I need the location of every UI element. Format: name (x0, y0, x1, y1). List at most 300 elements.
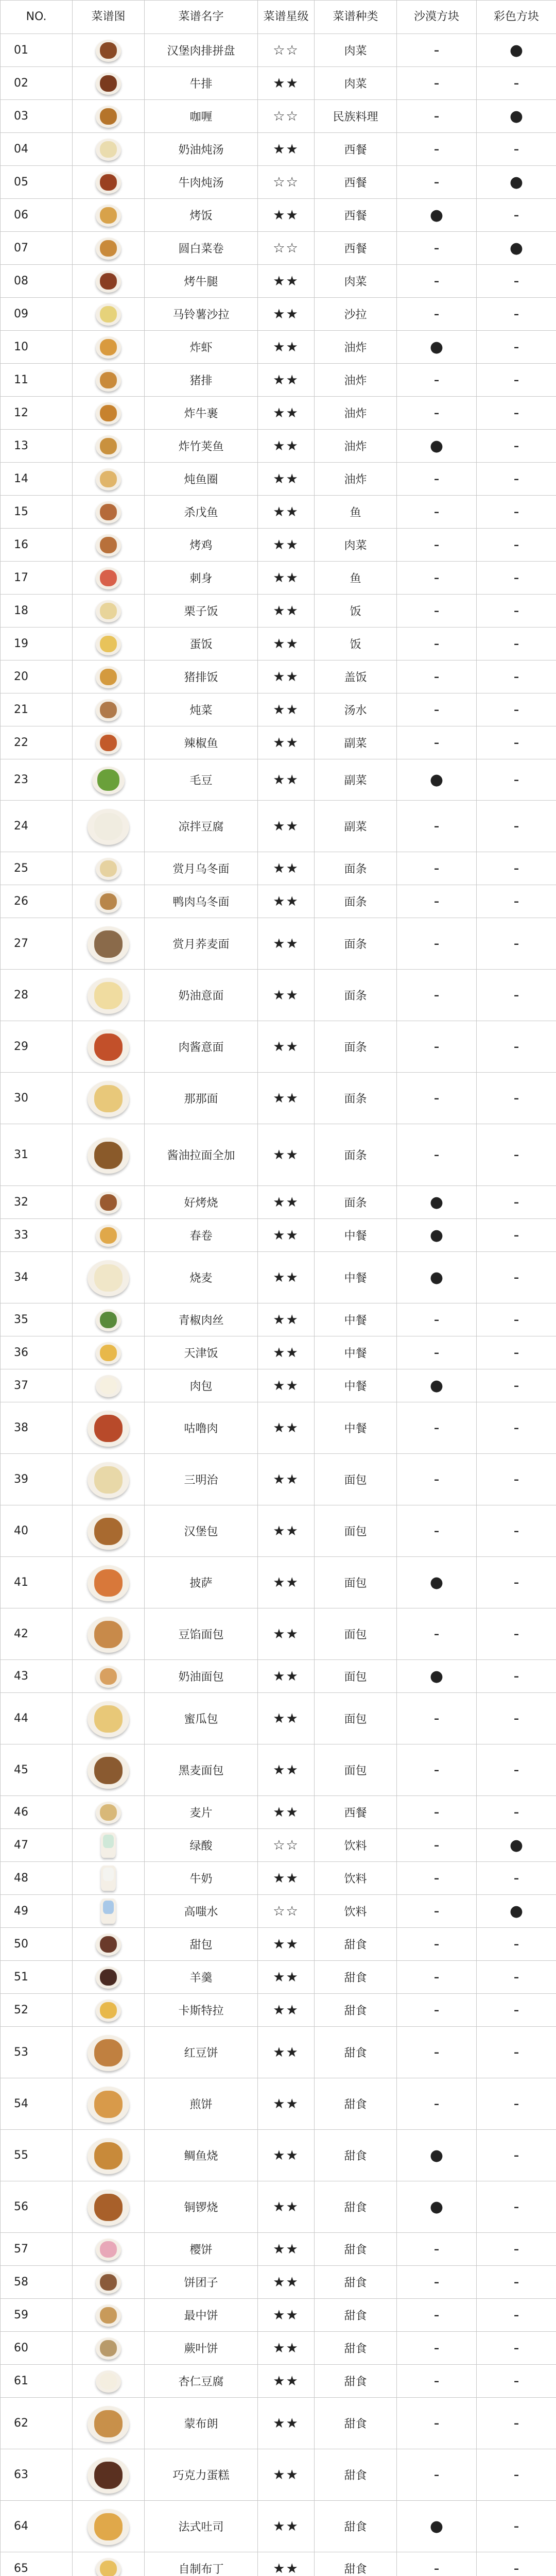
table-row (1, 1928, 556, 1961)
desert-block-mark: - (397, 1796, 477, 1829)
desert-block-mark: - (397, 1402, 477, 1454)
table-row (1, 2078, 556, 2130)
dish-name: 凉拌豆腐 (145, 801, 258, 852)
dish-type: 副菜 (315, 801, 397, 852)
dish-type: 肉菜 (315, 67, 397, 100)
dish-icon (83, 2132, 133, 2179)
desert-block-mark: - (397, 970, 477, 1021)
dish-icon (83, 1559, 133, 1606)
dish-name: 咕噜肉 (145, 1402, 258, 1454)
table-row (1, 1796, 556, 1829)
desert-block-mark: - (397, 1021, 477, 1073)
table-row (1, 2027, 556, 2078)
dish-icon (93, 1221, 124, 1250)
desert-block-mark: - (397, 529, 477, 562)
desert-block-mark: - (397, 1829, 477, 1862)
dish-stars: ★★ (258, 1557, 315, 1608)
table-row (1, 232, 556, 265)
dish-icon (93, 2301, 124, 2330)
color-block-mark: - (477, 2552, 556, 2576)
dish-icon (93, 168, 124, 197)
row-number: 23 (1, 759, 73, 801)
dish-icon (93, 201, 124, 230)
dish-name: 鸭肉乌冬面 (145, 885, 258, 918)
table-row (1, 67, 556, 100)
dish-name: 蒙布朗 (145, 2398, 258, 2449)
color-block-mark: - (477, 1021, 556, 1073)
dish-stars: ☆☆ (258, 34, 315, 67)
dish-type: 面包 (315, 1557, 397, 1608)
dish-icon (93, 1371, 124, 1400)
table-row (1, 595, 556, 628)
desert-block-mark: - (397, 2332, 477, 2365)
dish-image (73, 660, 145, 693)
color-block-mark: - (477, 1336, 556, 1369)
color-block-mark: - (477, 2181, 556, 2233)
table-row (1, 1454, 556, 1505)
dish-stars: ★★ (258, 2501, 315, 2552)
dish-name: 好烤烧 (145, 1186, 258, 1219)
desert-block-mark: ● (397, 1186, 477, 1219)
row-number: 27 (1, 918, 73, 970)
dish-type: 盖饭 (315, 660, 397, 693)
dish-icon (83, 2183, 133, 2231)
dish-name: 奶油面包 (145, 1660, 258, 1693)
header-stars: 菜谱星级 (258, 1, 315, 34)
dish-stars: ★★ (258, 2078, 315, 2130)
table-row (1, 430, 556, 463)
row-number: 21 (1, 693, 73, 726)
row-number: 20 (1, 660, 73, 693)
color-block-mark: - (477, 1402, 556, 1454)
table-row (1, 298, 556, 331)
color-block-mark: - (477, 970, 556, 1021)
dish-image (73, 1994, 145, 2027)
header-color-block: 彩色方块 (477, 1, 556, 34)
dish-stars: ★★ (258, 918, 315, 970)
dish-icon (93, 102, 124, 131)
row-number: 30 (1, 1073, 73, 1124)
row-number: 03 (1, 100, 73, 133)
dish-image (73, 2332, 145, 2365)
color-block-mark: - (477, 2078, 556, 2130)
table-row (1, 133, 556, 166)
color-block-mark: ● (477, 1829, 556, 1862)
dish-stars: ★★ (258, 1336, 315, 1369)
row-number: 24 (1, 801, 73, 852)
color-block-mark: - (477, 2449, 556, 2501)
color-block-mark: - (477, 852, 556, 885)
row-number: 58 (1, 2266, 73, 2299)
dish-type: 面条 (315, 970, 397, 1021)
dish-image (73, 562, 145, 595)
dish-image (73, 133, 145, 166)
dish-name: 炖鱼圈 (145, 463, 258, 496)
table-row (1, 166, 556, 199)
color-block-mark: - (477, 562, 556, 595)
color-block-mark: - (477, 801, 556, 852)
dish-stars: ★★ (258, 726, 315, 759)
dish-stars: ★★ (258, 2027, 315, 2078)
dish-stars: ★★ (258, 1186, 315, 1219)
dish-name: 辣椒鱼 (145, 726, 258, 759)
table-row (1, 265, 556, 298)
dish-stars: ★★ (258, 364, 315, 397)
header-desert-block: 沙漠方块 (397, 1, 477, 34)
dish-type: 甜食 (315, 1928, 397, 1961)
dish-image (73, 1961, 145, 1994)
color-block-mark: - (477, 1303, 556, 1336)
row-number: 13 (1, 430, 73, 463)
dish-icon (93, 854, 124, 883)
dish-stars: ★★ (258, 1744, 315, 1796)
dish-type: 油炸 (315, 430, 397, 463)
row-number: 57 (1, 2233, 73, 2266)
color-block-mark: - (477, 1693, 556, 1744)
dish-name: 甜包 (145, 1928, 258, 1961)
color-block-mark: - (477, 1928, 556, 1961)
color-block-mark: - (477, 918, 556, 970)
desert-block-mark: - (397, 34, 477, 67)
dish-name: 蕨叶饼 (145, 2332, 258, 2365)
row-number: 29 (1, 1021, 73, 1073)
row-number: 48 (1, 1862, 73, 1895)
color-block-mark: - (477, 331, 556, 364)
dish-icon (93, 564, 124, 592)
dish-type: 西餐 (315, 199, 397, 232)
dish-name: 赏月乌冬面 (145, 852, 258, 885)
table-row (1, 759, 556, 801)
color-block-mark: ● (477, 1895, 556, 1928)
table-row (1, 2266, 556, 2299)
desert-block-mark: - (397, 1124, 477, 1186)
color-block-mark: - (477, 1994, 556, 2027)
desert-block-mark: - (397, 496, 477, 529)
dish-image (73, 1829, 145, 1862)
dish-stars: ★★ (258, 801, 315, 852)
dish-name: 栗子饭 (145, 595, 258, 628)
table-row (1, 1660, 556, 1693)
dish-name: 蛋饭 (145, 628, 258, 660)
dish-stars: ★★ (258, 331, 315, 364)
dish-stars: ★★ (258, 2181, 315, 2233)
row-number: 37 (1, 1369, 73, 1402)
dish-type: 中餐 (315, 1336, 397, 1369)
table-row (1, 2552, 556, 2576)
dish-icon (83, 2503, 133, 2550)
dish-stars: ★★ (258, 1073, 315, 1124)
dish-type: 油炸 (315, 364, 397, 397)
dish-image (73, 199, 145, 232)
row-number: 55 (1, 2130, 73, 2181)
dish-name: 饼团子 (145, 2266, 258, 2299)
table-row (1, 1895, 556, 1928)
color-block-mark: - (477, 265, 556, 298)
dish-image (73, 2027, 145, 2078)
row-number: 51 (1, 1961, 73, 1994)
dish-type: 油炸 (315, 463, 397, 496)
color-block-mark: - (477, 2299, 556, 2332)
dish-name: 烧麦 (145, 1252, 258, 1303)
dish-type: 面条 (315, 918, 397, 970)
color-block-mark: - (477, 2365, 556, 2398)
dish-icon (93, 234, 124, 263)
dish-icon (93, 1662, 124, 1691)
dish-image (73, 1505, 145, 1557)
dish-stars: ☆☆ (258, 232, 315, 265)
dish-icon (93, 69, 124, 98)
row-number: 59 (1, 2299, 73, 2332)
color-block-mark: - (477, 364, 556, 397)
table-row (1, 1303, 556, 1336)
table-row (1, 331, 556, 364)
dish-icon (93, 2235, 124, 2264)
dish-icon (93, 2268, 124, 2297)
dish-type: 面包 (315, 1608, 397, 1660)
row-number: 62 (1, 2398, 73, 2449)
dish-name: 咖喱 (145, 100, 258, 133)
row-number: 32 (1, 1186, 73, 1219)
dish-image (73, 1557, 145, 1608)
dish-type: 面条 (315, 1124, 397, 1186)
desert-block-mark: ● (397, 759, 477, 801)
color-block-mark: - (477, 1505, 556, 1557)
desert-block-mark: ● (397, 1219, 477, 1252)
dish-stars: ☆☆ (258, 166, 315, 199)
desert-block-mark: - (397, 595, 477, 628)
dish-type: 甜食 (315, 2181, 397, 2233)
table-row (1, 2130, 556, 2181)
dish-icon (93, 1798, 124, 1827)
dish-stars: ★★ (258, 1928, 315, 1961)
desert-block-mark: - (397, 2449, 477, 2501)
dish-name: 法式吐司 (145, 2501, 258, 2552)
row-number: 16 (1, 529, 73, 562)
desert-block-mark: - (397, 1073, 477, 1124)
dish-stars: ★★ (258, 1219, 315, 1252)
dish-name: 炸虾 (145, 331, 258, 364)
dish-name: 猪排 (145, 364, 258, 397)
row-number: 43 (1, 1660, 73, 1693)
dish-name: 赏月荞麦面 (145, 918, 258, 970)
table-row (1, 2299, 556, 2332)
row-number: 56 (1, 2181, 73, 2233)
desert-block-mark: - (397, 628, 477, 660)
table-row (1, 885, 556, 918)
dish-icon (93, 728, 124, 757)
dish-icon (93, 531, 124, 560)
table-row (1, 1186, 556, 1219)
color-block-mark: - (477, 1608, 556, 1660)
dish-stars: ★★ (258, 2449, 315, 2501)
dish-stars: ★★ (258, 2398, 315, 2449)
dish-image (73, 2501, 145, 2552)
dish-image (73, 595, 145, 628)
dish-type: 面条 (315, 1073, 397, 1124)
dish-icon (93, 366, 124, 395)
dish-icon (83, 2400, 133, 2447)
dish-name: 巧克力蛋糕 (145, 2449, 258, 2501)
dish-image (73, 970, 145, 1021)
dish-name: 马铃薯沙拉 (145, 298, 258, 331)
desert-block-mark: - (397, 726, 477, 759)
row-number: 10 (1, 331, 73, 364)
row-number: 18 (1, 595, 73, 628)
dish-name: 汉堡包 (145, 1505, 258, 1557)
table-row (1, 1505, 556, 1557)
dish-type: 肉菜 (315, 529, 397, 562)
dish-image (73, 1252, 145, 1303)
dish-stars: ★★ (258, 660, 315, 693)
dish-type: 民族料理 (315, 100, 397, 133)
dish-image (73, 2266, 145, 2299)
dish-icon (93, 465, 124, 494)
dish-type: 面条 (315, 852, 397, 885)
desert-block-mark: ● (397, 1369, 477, 1402)
desert-block-mark: - (397, 463, 477, 496)
dish-type: 副菜 (315, 759, 397, 801)
dish-name: 牛肉炖汤 (145, 166, 258, 199)
table-row (1, 496, 556, 529)
table-row (1, 970, 556, 1021)
dish-stars: ★★ (258, 1961, 315, 1994)
color-block-mark: - (477, 1557, 556, 1608)
row-number: 40 (1, 1505, 73, 1557)
dish-name: 黑麦面包 (145, 1744, 258, 1796)
dish-name: 最中饼 (145, 2299, 258, 2332)
color-block-mark: - (477, 463, 556, 496)
dish-image (73, 34, 145, 67)
row-number: 38 (1, 1402, 73, 1454)
header-row (1, 1, 556, 34)
dish-icon (83, 2080, 133, 2128)
dish-type: 沙拉 (315, 298, 397, 331)
dish-icon (93, 1306, 124, 1334)
dish-name: 炸牛裹 (145, 397, 258, 430)
row-number: 41 (1, 1557, 73, 1608)
color-block-mark: - (477, 628, 556, 660)
dish-type: 鱼 (315, 496, 397, 529)
dish-icon (93, 399, 124, 428)
row-number: 01 (1, 34, 73, 67)
dish-stars: ★★ (258, 759, 315, 801)
desert-block-mark: - (397, 1961, 477, 1994)
dish-icon (93, 1897, 124, 1926)
dish-stars: ★★ (258, 529, 315, 562)
dish-name: 肉酱意面 (145, 1021, 258, 1073)
dish-stars: ★★ (258, 595, 315, 628)
dish-name: 绿酸 (145, 1829, 258, 1862)
desert-block-mark: - (397, 2233, 477, 2266)
dish-stars: ★★ (258, 2299, 315, 2332)
dish-stars: ★★ (258, 1660, 315, 1693)
table-row (1, 2365, 556, 2398)
table-row (1, 2398, 556, 2449)
dish-type: 甜食 (315, 1961, 397, 1994)
dish-icon (93, 432, 124, 461)
desert-block-mark: ● (397, 2501, 477, 2552)
color-block-mark: - (477, 397, 556, 430)
row-number: 61 (1, 2365, 73, 2398)
dish-image (73, 2233, 145, 2266)
dish-name: 酱油拉面全加 (145, 1124, 258, 1186)
dish-icon (93, 2367, 124, 2396)
dish-stars: ★★ (258, 885, 315, 918)
desert-block-mark: - (397, 1336, 477, 1369)
dish-type: 面条 (315, 885, 397, 918)
row-number: 52 (1, 1994, 73, 2027)
color-block-mark: - (477, 2027, 556, 2078)
color-block-mark: - (477, 496, 556, 529)
desert-block-mark: - (397, 2299, 477, 2332)
dish-icon (93, 498, 124, 527)
color-block-mark: - (477, 298, 556, 331)
header-no: NO. (1, 1, 73, 34)
desert-block-mark: - (397, 885, 477, 918)
color-block-mark: - (477, 1186, 556, 1219)
dish-icon (93, 1996, 124, 2025)
color-block-mark: - (477, 1219, 556, 1252)
dish-type: 饮料 (315, 1862, 397, 1895)
dish-stars: ★★ (258, 199, 315, 232)
dish-stars: ★★ (258, 970, 315, 1021)
desert-block-mark: - (397, 2027, 477, 2078)
desert-block-mark: ● (397, 1660, 477, 1693)
desert-block-mark: ● (397, 199, 477, 232)
table-row (1, 397, 556, 430)
desert-block-mark: - (397, 1693, 477, 1744)
dish-type: 甜食 (315, 2027, 397, 2078)
dish-image (73, 67, 145, 100)
row-number: 54 (1, 2078, 73, 2130)
table-row (1, 1744, 556, 1796)
row-number: 25 (1, 852, 73, 885)
dish-icon (83, 2451, 133, 2499)
dish-stars: ★★ (258, 693, 315, 726)
dish-icon (93, 1864, 124, 1893)
desert-block-mark: - (397, 852, 477, 885)
dish-image (73, 1219, 145, 1252)
row-number: 39 (1, 1454, 73, 1505)
dish-type: 肉菜 (315, 34, 397, 67)
dish-stars: ★★ (258, 1796, 315, 1829)
dish-name: 牛排 (145, 67, 258, 100)
color-block-mark: - (477, 595, 556, 628)
desert-block-mark: - (397, 1744, 477, 1796)
dish-stars: ☆☆ (258, 1895, 315, 1928)
dish-icon (83, 1254, 133, 1301)
desert-block-mark: ● (397, 331, 477, 364)
dish-image (73, 1124, 145, 1186)
dish-stars: ★★ (258, 2266, 315, 2299)
row-number: 22 (1, 726, 73, 759)
row-number: 64 (1, 2501, 73, 2552)
dish-stars: ★★ (258, 628, 315, 660)
dish-type: 饮料 (315, 1829, 397, 1862)
color-block-mark: - (477, 1369, 556, 1402)
dish-stars: ★★ (258, 2365, 315, 2398)
color-block-mark: - (477, 430, 556, 463)
row-number: 05 (1, 166, 73, 199)
dish-type: 面条 (315, 1186, 397, 1219)
dish-name: 炖菜 (145, 693, 258, 726)
desert-block-mark: - (397, 918, 477, 970)
desert-block-mark: ● (397, 1252, 477, 1303)
dish-type: 面包 (315, 1744, 397, 1796)
desert-block-mark: - (397, 2552, 477, 2576)
dish-stars: ★★ (258, 1862, 315, 1895)
dish-stars: ★★ (258, 2552, 315, 2576)
